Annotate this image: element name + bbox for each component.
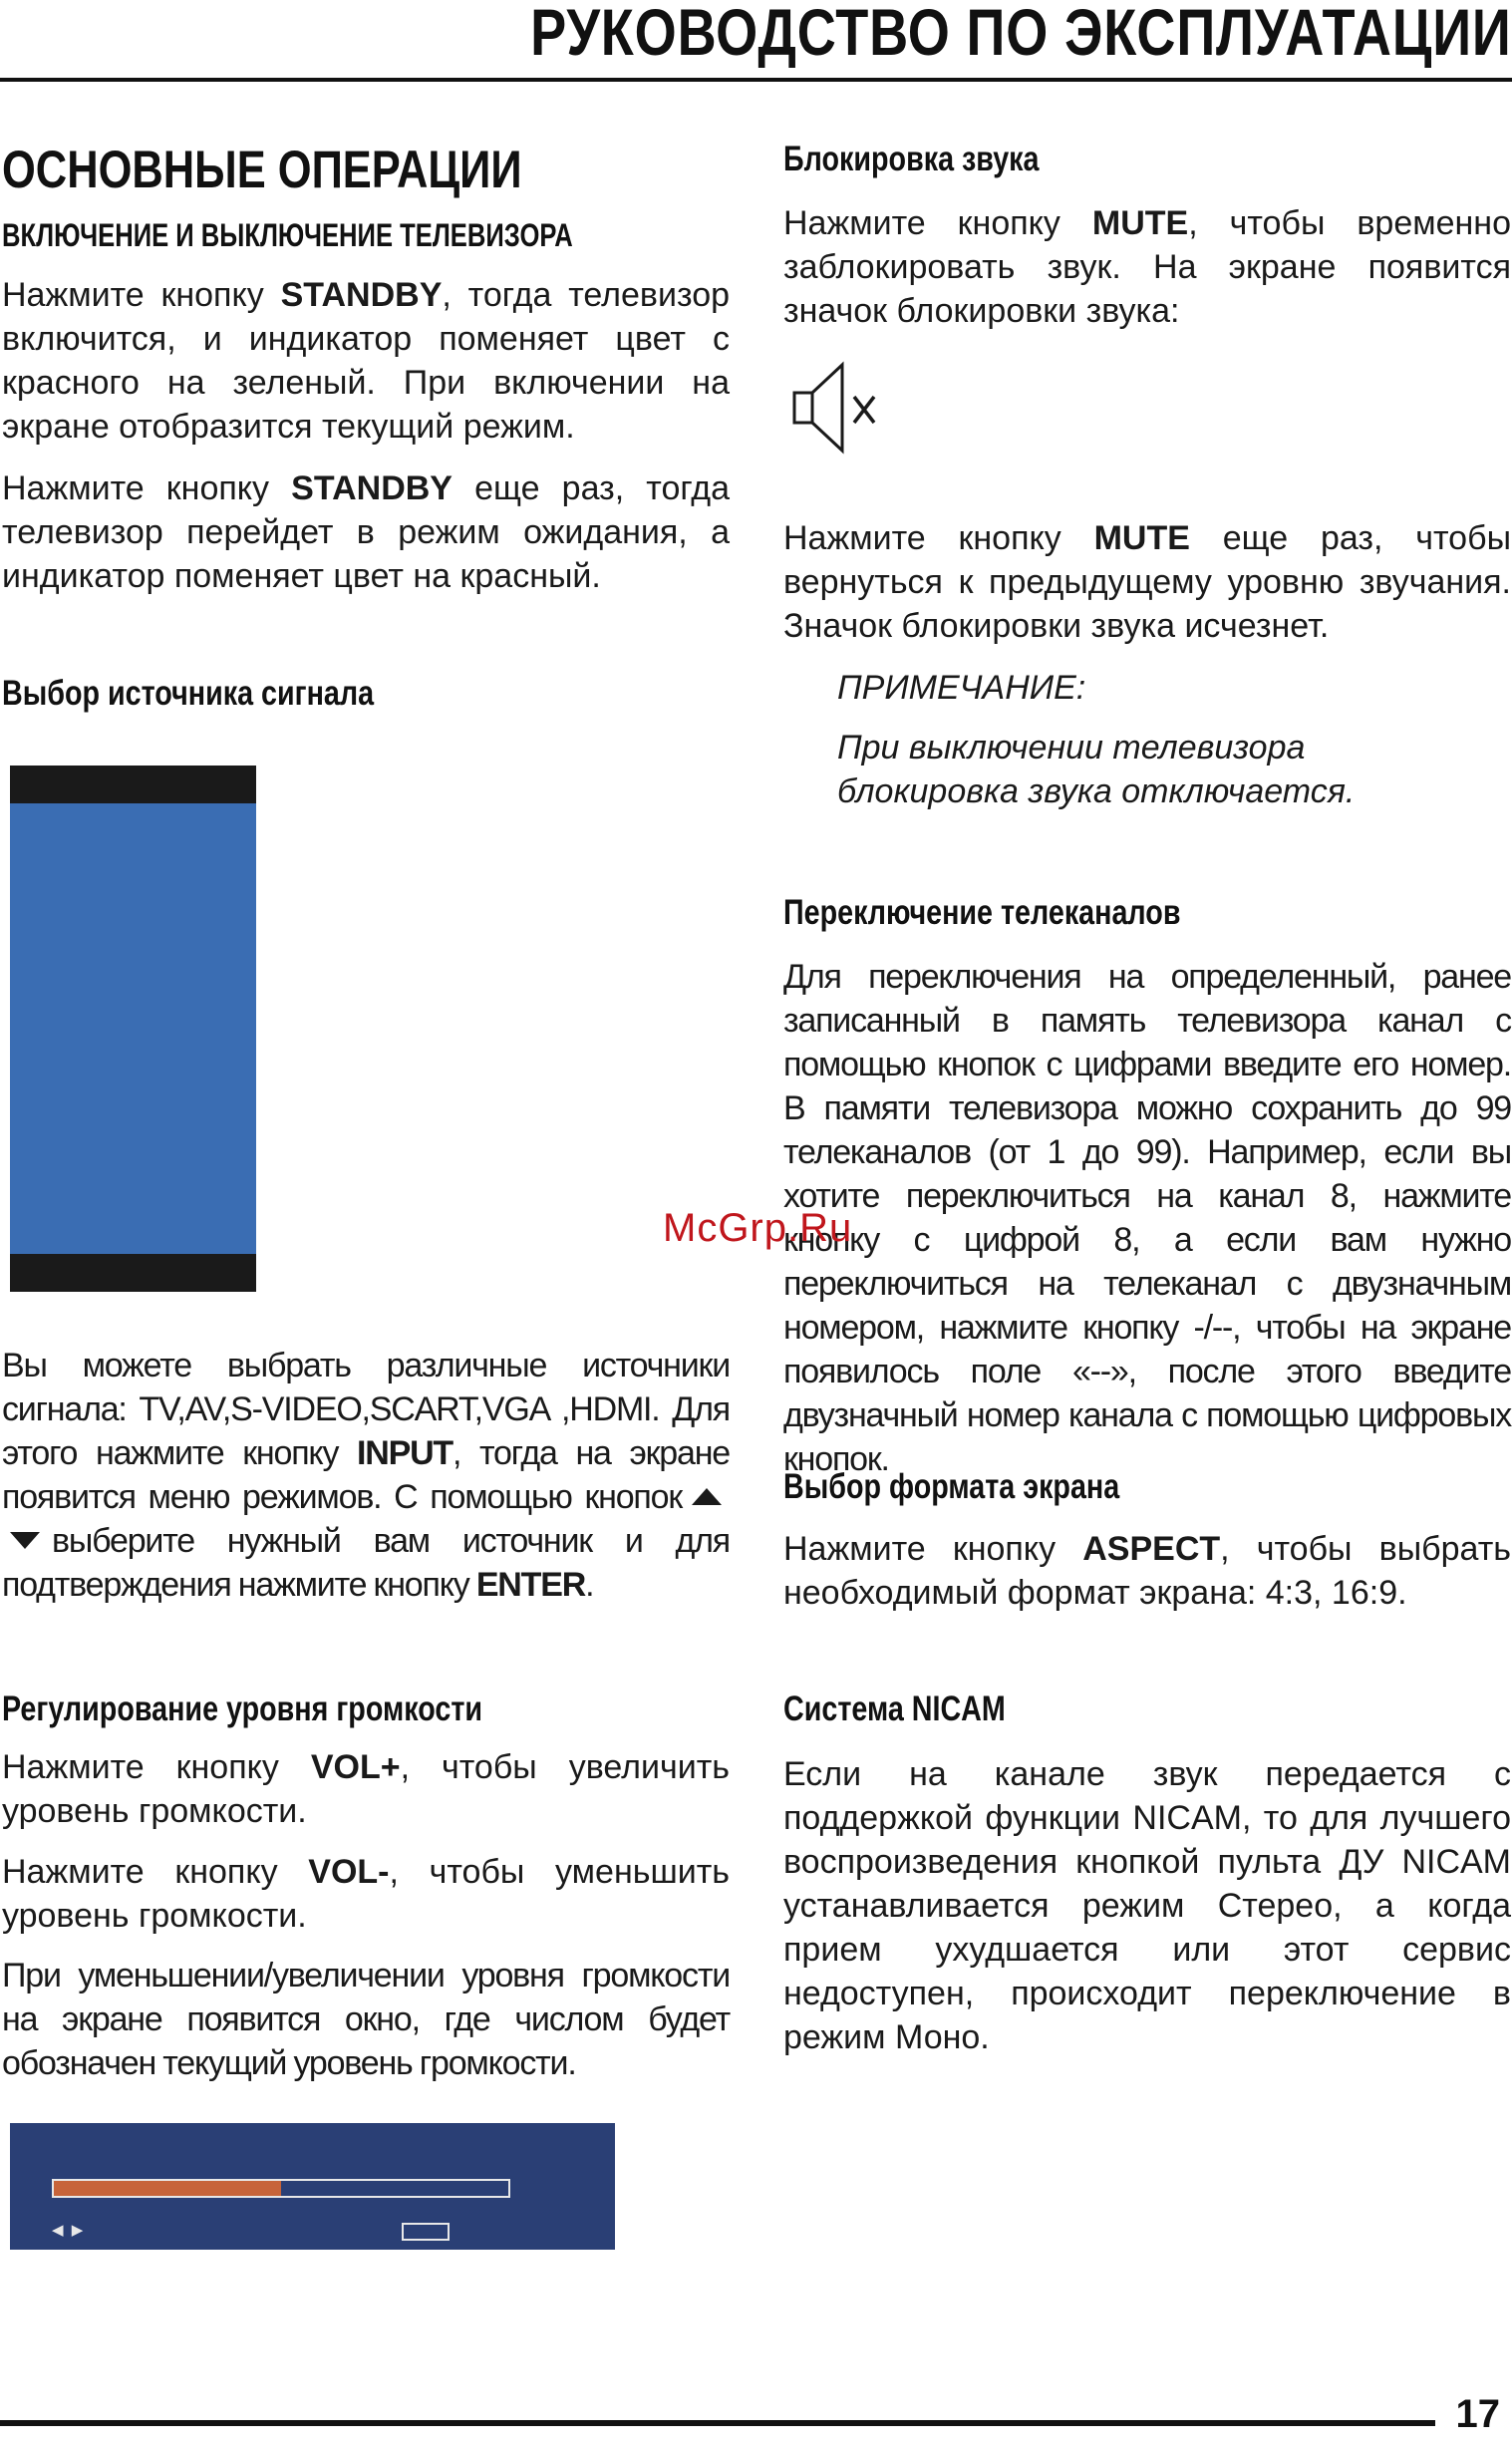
mute-key: MUTE	[1091, 204, 1189, 242]
source-menu-screen-illustration	[10, 766, 256, 1292]
main-title: ОСНОВНЫЕ ОПЕРАЦИИ	[2, 141, 522, 199]
aspect-heading: Выбор формата экрана	[783, 1467, 1120, 1506]
volume-osd-illustration	[10, 2123, 615, 2250]
mute-paragraph-1: Нажмите кнопку MUTE, чтобы временно заблокировать звук. На экране появится значок блокировки звука:	[783, 204, 1511, 330]
source-heading: Выбор источника сигнала	[2, 674, 375, 713]
channels-paragraph: Для переключения на определенный, ранее записанный в память телевизора канал с помощью кнопок с цифрами введите его номер. В памяти телевизора можно сохранить до 99 телеканалов (от 1 до 99). Например, если вы хотите переключиться на канал 8, нажмите кнопку с цифрой 8, а если вам нужно переключиться на телеканал с двузначным номером, нажмите кнопку -/--, чтобы на экране появилось поле «--», после этого введите двузначный номер канала с помощью цифровых кнопок.	[783, 958, 1511, 1478]
volume-heading: Регулирование уровня громкости	[2, 1689, 483, 1728]
arrow-up-icon	[692, 1488, 722, 1505]
power-paragraph-1: Нажмите кнопку STANDBY, тогда телевизор включится, и индикатор поменяет цвет с красного на зеленый. При включении на экране отобразится текущий режим.	[2, 276, 731, 446]
mute-paragraph-2: Нажмите кнопку MUTE еще раз, чтобы вернуться к предыдущему уровню звучания. Значок блокировки звука исчезнет.	[783, 519, 1512, 645]
volume-bar-fill	[54, 2181, 281, 2196]
vol-minus-key: VOL-	[308, 1853, 390, 1891]
standby-key: STANDBY	[291, 469, 453, 507]
mute-key: MUTE	[1093, 519, 1190, 557]
vol-plus-key: VOL+	[310, 1748, 401, 1786]
note-text: При выключении телевизора блокировка звука отключается.	[837, 729, 1356, 810]
mute-speaker-icon	[791, 361, 881, 461]
enter-key: ENTER	[475, 1566, 586, 1604]
arrow-down-icon	[10, 1532, 40, 1549]
power-paragraph-2: Нажмите кнопку STANDBY еще раз, тогда телевизор перейдет в режим ожидания, а индикатор поменяет цвет на красный.	[2, 469, 730, 595]
channels-heading: Переключение телеканалов	[783, 893, 1181, 932]
source-paragraph: Вы можете выбрать различные источники сигнала: TV,AV,S-VIDEO,SCART,VGA ,HDMI. Для этого нажмите кнопку INPUT, тогда на экране появится меню режимов. С помощью кнопоквыберите нужный вам источник и для подтверждения нажмите кнопку ENTER.	[2, 1347, 730, 1604]
volume-paragraph-1: Нажмите кнопку VOL+, чтобы увеличить уровень громкости.	[2, 1748, 730, 1830]
watermark: McGrp.Ru	[663, 1206, 853, 1250]
standby-key: STANDBY	[280, 276, 443, 314]
volume-bar-track	[52, 2179, 510, 2198]
power-heading: ВКЛЮЧЕНИЕ И ВЫКЛЮЧЕНИЕ ТЕЛЕВИЗОРА	[2, 217, 573, 253]
aspect-paragraph: Нажмите кнопку ASPECT, чтобы выбрать необходимый формат экрана: 4:3, 16:9.	[783, 1530, 1511, 1612]
nicam-paragraph: Если на канале звук передается с поддержкой функции NICAM, то для лучшего воспроизведения кнопкой пульта ДУ NICAM устанавливается режим Стерео, а когда прием ухудшается или этот сервис недоступен, происходит переключение в режим Моно.	[783, 1755, 1511, 2056]
volume-paragraph-2: Нажмите кнопку VOL-, чтобы уменьшить уровень громкости.	[2, 1853, 730, 1935]
mute-heading: Блокировка звука	[783, 140, 1040, 178]
nicam-heading: Система NICAM	[783, 1689, 1006, 1728]
page-number: 17	[1455, 2392, 1500, 2436]
input-key: INPUT	[357, 1434, 454, 1472]
aspect-key: ASPECT	[1082, 1530, 1221, 1568]
volume-value-box	[402, 2223, 450, 2241]
note-label: ПРИМЕЧАНИЕ:	[837, 669, 1086, 707]
header-title: РУКОВОДСТВО ПО ЭКСПЛУАТАЦИИ	[530, 0, 1512, 69]
volume-arrows-icon: ◀ ▶	[52, 2222, 86, 2239]
footer-rule	[0, 2420, 1435, 2426]
header-rule	[0, 78, 1512, 82]
volume-paragraph-3: При уменьшении/увеличении уровня громкости на экране появится окно, где числом будет обозначен текущий уровень громкости.	[2, 1957, 730, 2082]
